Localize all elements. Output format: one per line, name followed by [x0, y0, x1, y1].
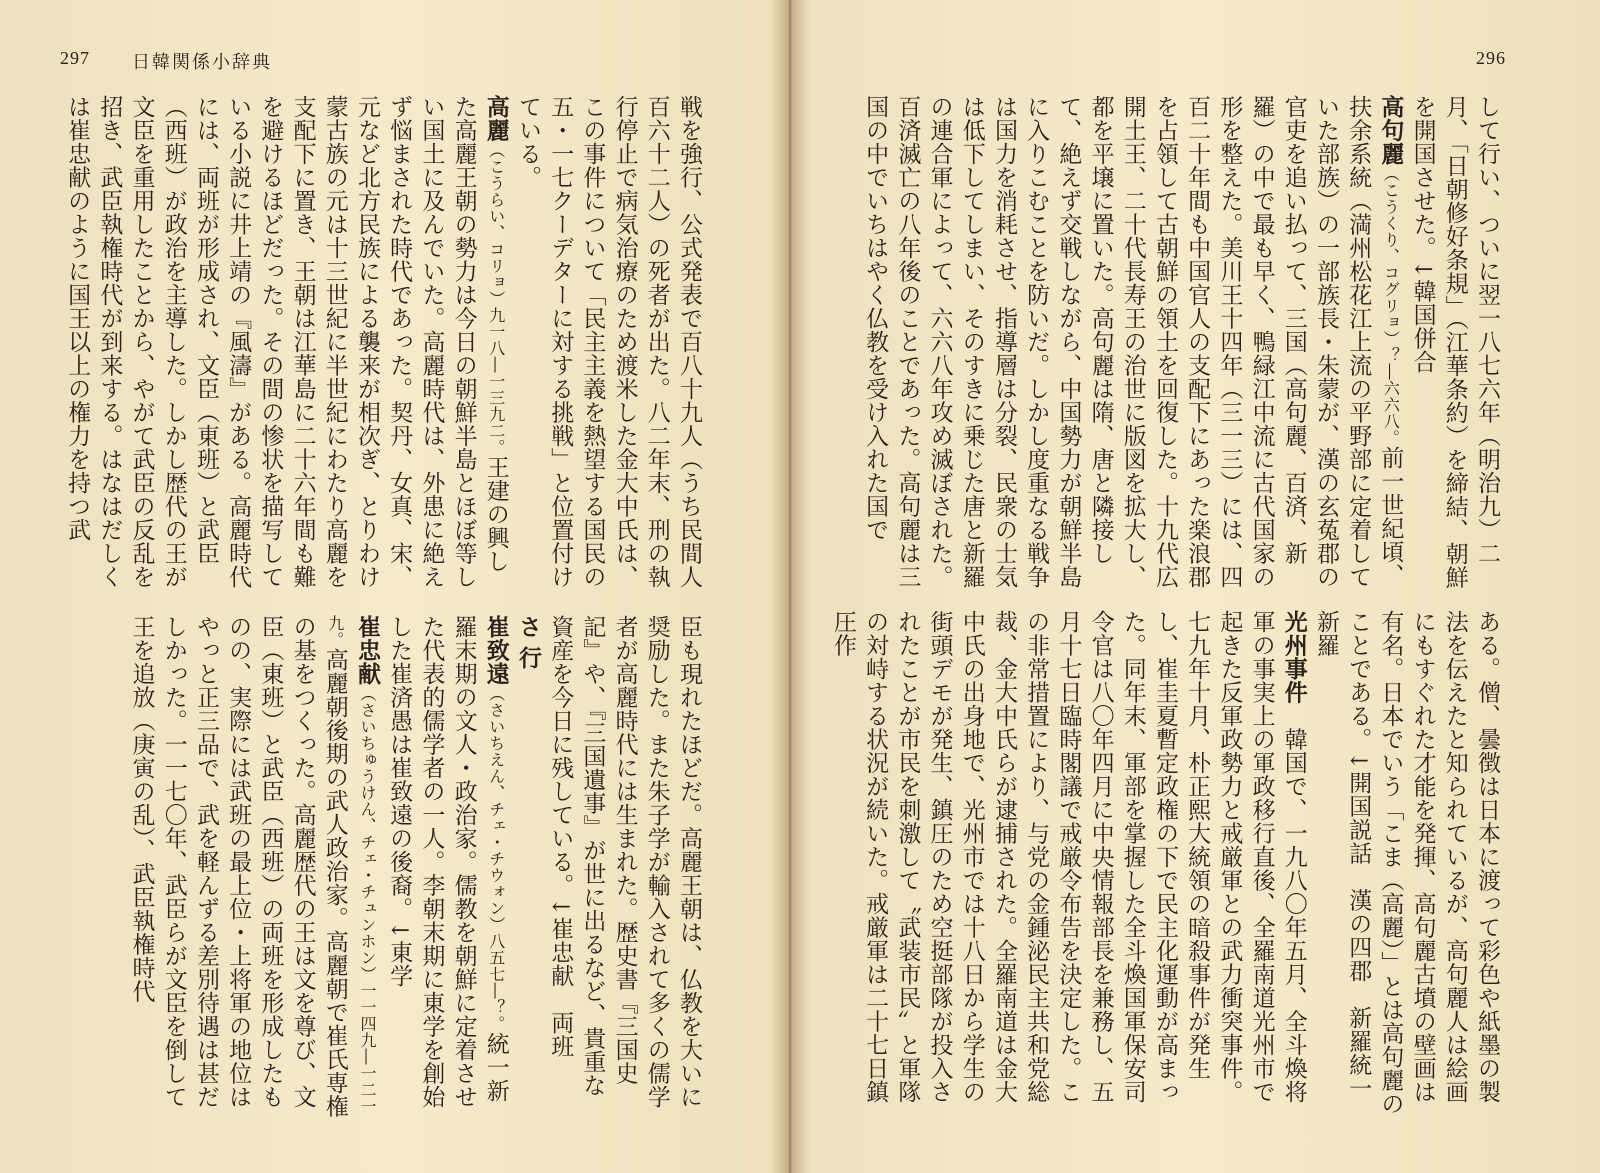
page-number-right: 296: [1476, 48, 1506, 68]
entry-headword: 崔致遠: [482, 615, 510, 686]
right-upper-block: [830, 95, 1503, 595]
entry-reading: （こうくり、コグリョ）？―六六八。: [1381, 165, 1401, 446]
page-number-left: 297: [60, 48, 90, 68]
left-lower-block: [62, 615, 705, 1120]
entry-reading: （さいちえん、チェ・チウォン）八五七―？。: [486, 685, 506, 1032]
section-heading: さ行: [514, 615, 542, 677]
entry-body: 高麗朝後期の武人政治家。高麗朝で崔氏専権の基をつくった。高麗歴代の王は文を尊び、文臣（東班）と武臣（西班）の両班を形成したものの、実際には武班の最上位・上将軍の地位はやっと正三品で、武を軽んずる差別待遇は甚だしかった。一一七〇年、武臣らが文臣を倒して王を追放（庚寅の乱）、武臣執権時代: [128, 615, 348, 1118]
entry-reading: （こうらい、コリョ）九一八―一三九二。: [486, 142, 506, 456]
entry-headword: 高句麗: [1377, 95, 1405, 166]
entry-reading: （さいちゅうけん、チェ・チュンホン）一一四九―一二一九。: [325, 615, 377, 1115]
continued-text: 戦を強行、公式発表で百八十九人（うち民間人百六十二人）の死者が出た。八二年末、刑の執行停止で病気治療のため渡米した金大中氏は、この事件について「民主主義を熱望する国民の五・一七クーデターに対する挑戦」と位置付けている。: [514, 95, 702, 589]
entry-headword: 高麗: [482, 95, 510, 142]
entry-body: 統一新羅末期の文人・政治家。儒教を朝鮮に定着させた代表的儒学者の一人。李朝末期に東学を創始した崔済愚は崔致遠の後裔。↓東学: [386, 615, 509, 1109]
right-lower-block: [830, 610, 1503, 1120]
entry-headword: 光州事件: [1280, 610, 1308, 704]
entry-body: 王建の興した高麗王朝の勢力は今日の朝鮮半島とほぼ等しい国土に及んでいた。高麗時代は、外患に絶えず悩まされた時代であった。契丹、女真、宋、元など北方民族による襲来が相次ぎ、とりわけ蒙古族の元は十三世紀に半世紀にわたり高麗を支配下に置き、王朝は江華島に二十六年間も難を避けるほどだった。その間の惨状を描写している小説に井上靖の『風濤』がある。高麗時代には、両班が形成され、文臣（東班）と武臣（西班）が政治を主導した。しかし歴代の王が文臣を重用したことから、やがて武臣の反乱を招き、武臣執権時代が到来する。はなはだしくは崔忠献のように国王以上の権力を持つ武: [64, 95, 509, 589]
continued-text: 臣も現れたほどだ。高麗王朝は、仏教を大いに奨励した。また朱子学が輸入されて多くの儒学者が高麗時代には生まれた。歴史書『三国史記』や、『三国遺事』が世に出るなど、貴重な資産を今日に残している。↓崔忠献 両班: [547, 615, 702, 1109]
book-gutter: [770, 0, 810, 1173]
continued-text: して行い、ついに翌一八七六年（明治九）二月、「日朝修好条規」（江華条約）を締結、朝鮮を開国させた。↓韓国併合: [1409, 95, 1500, 589]
entry-body: 韓国で、一九八〇年五月、全斗煥将軍の事実上の軍政移行直後、全羅南道光州市で起きた反軍政勢力と戒厳軍との武力衝突事件。七九年十月、朴正熙大統領の暗殺事件が発生し、崔圭夏暫定政権の下で民主化運動が高まった。同年末、軍部を掌握した全斗煥国軍保安司令官は八〇年四月に中央情報部長を兼務し、五月十七日臨時閣議で戒厳令布告を決定した。この非常措置により、与党の金鍾泌民主共和党総裁、金大中氏らが逮捕された。全羅南道は金大中氏の出身地で、光州市では十八日から学生の街頭デモが発生、鎮圧のため空挺部隊が投入されたことが市民を刺激して〝武装市民〟と軍隊の対峙する状況が続いた。戒厳軍は二十七日鎮圧作: [830, 610, 1307, 1104]
entry-headword: 崔忠献: [353, 615, 381, 686]
running-head: 日韓関係小辞典: [132, 52, 272, 73]
continued-text: ある。僧、曇徴は日本に渡って彩色や紙墨の製法を伝えたと知られているが、高句麗人は絵画にもすぐれた才能を発揮、高句麗古墳の壁画は有名。日本でいう「こま（高麗）」とは高句麗のことである。↓開国説話 漢の四郡 新羅統一新羅: [1312, 610, 1500, 1116]
entry-body: 前一世紀頃、扶余系統（満州松花江上流の平野部に定着していた部族）の一部族長・朱蒙が、漢の玄菟郡の官吏を追い払って、三国（高句麗、百済、新羅）の中で最も早く、鴨緑江中流に古代国家の形を整えた。美川王十四年（三一三）には、四百二十年間も中国官人の支配下にあった楽浪郡を占領して古朝鮮の領土を回復した。十九代広開土王、二十代長寿王の治世に版図を拡大し、都を平壌に置いた。高句麗は隋、唐と隣接して、絶えず交戦しながら、中国勢力が朝鮮半島に入りこむことを防いだ。しかし度重なる戦争は国力を消耗させ、指導層は分裂、民衆の士気は低下してしまい、そのすきに乗じた唐と新羅の連合軍によって、六六八年攻め滅ぼされた。百済滅亡の八年後のことであった。高句麗は三国の中でいちはやく仏教を受け入れた国で: [862, 95, 1404, 589]
left-upper-block: [62, 95, 705, 595]
